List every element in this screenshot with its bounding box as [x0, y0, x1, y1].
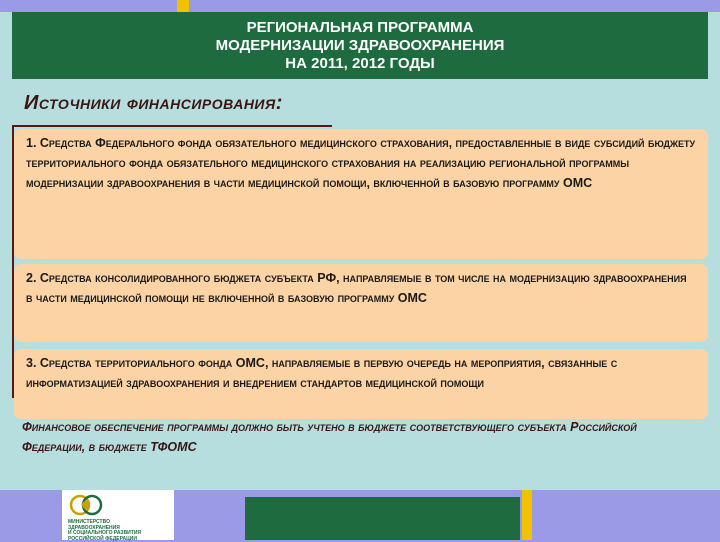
- funding-source-1: 1. Средства Федерального фонда обязательного медицинского страхования, предоставленные в виде субсидий бюджету территориального фонда обязательного медицинского страхования на реализацию региональной программы модернизации здравоохранения в части медицинской помощи, включенной в базовую программу ОМС: [14, 129, 708, 259]
- ministry-emblem-icon: [66, 493, 106, 519]
- section-title: Источники финансирования:: [24, 92, 283, 114]
- section-underline: [12, 125, 332, 127]
- funding-source-3: 3. Средства территориального фонда ОМС, направляемые в первую очередь на мероприятия, связанные с информатизацией здравоохранения и внедрением стандартов медицинской помощи: [14, 349, 708, 419]
- slide: [0, 12, 720, 490]
- slide-header: [12, 12, 708, 79]
- header-line-3: НА 2011, 2012 ГОДЫ: [285, 54, 435, 72]
- bottom-green-panel: [245, 497, 520, 540]
- footnote: Финансовое обеспечение программы должно быть учтено в бюджете соответствующего субъекта Российской Федерации, в бюджете ТФОМС: [22, 420, 637, 454]
- header-line-1: РЕГИОНАЛЬНАЯ ПРОГРАММА: [246, 18, 474, 36]
- ministry-logo: [62, 490, 174, 540]
- ministry-logo-text: МИНИСТЕРСТВО ЗДРАВООХРАНЕНИЯ И СОЦИАЛЬНОГО РАЗВИТИЯ РОССИЙСКОЙ ФЕДЕРАЦИИ: [68, 519, 142, 542]
- funding-source-2: 2. Средства консолидированного бюджета субъекта РФ, направляемые в том числе на модернизацию здравоохранения в части медицинской помощи не включенной в базовую программу ОМС: [14, 264, 708, 342]
- bottom-accent-bar: [522, 490, 532, 540]
- header-line-2: МОДЕРНИЗАЦИИ ЗДРАВООХРАНЕНИЯ: [215, 36, 505, 54]
